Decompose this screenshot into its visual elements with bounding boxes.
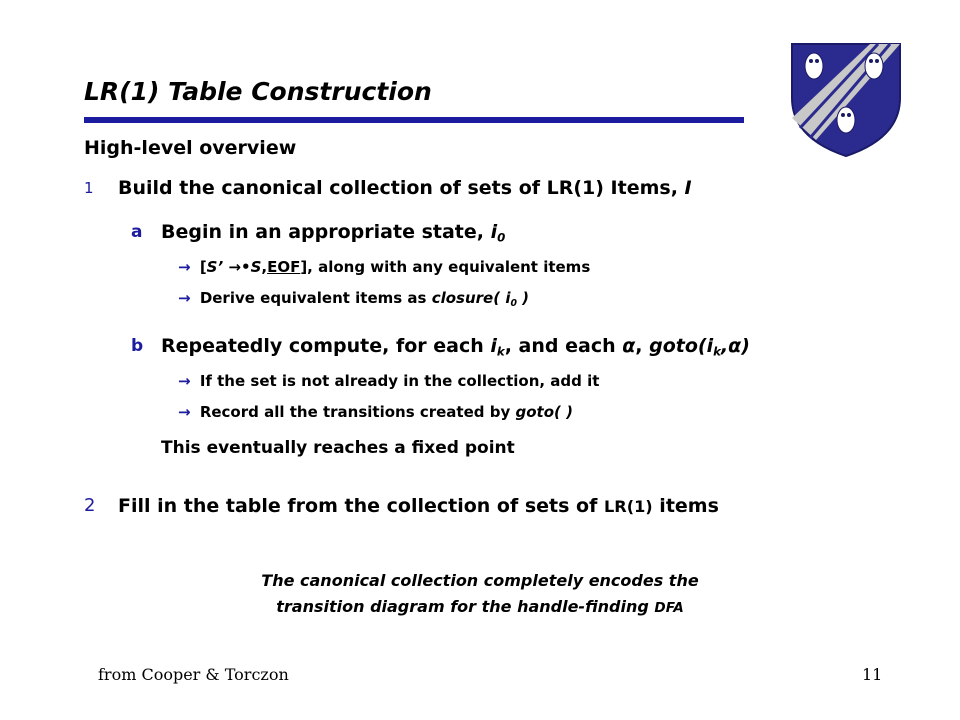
step-1-text: Build the canonical collection of sets of LR(1) Items, I [118,177,692,199]
arrow-icon: → [178,258,191,276]
fixed-point-text: This eventually reaches a fixed point [161,438,515,458]
note-line-2: transition diagram for the handle-finding DFA [276,597,684,616]
page-number: 11 [862,665,883,684]
bullet-a1: → [S’ →•S,EOF], along with any equivalent items [178,258,591,276]
bullet-a2: → Derive equivalent items as closure( $i_0$ ) [178,289,530,309]
note-line-1: The canonical collection completely encodes the [261,571,699,590]
bullet-b2: → Record all the transitions created by goto( ) [178,403,573,421]
bullet-b1: → If the set is not already in the collection, add it [178,372,600,390]
step-1a-text: Begin in an appropriate state, $i_0$ [161,221,506,245]
footer-attribution: from Cooper & Torczon [98,665,289,684]
rice-owl-crest-icon [786,40,906,158]
step-1-marker: 1 [84,179,94,197]
step-2-text: Fill in the table from the collection of sets of LR(1) items [118,495,719,517]
arrow-icon: → [178,403,191,421]
step-1a-marker: a [131,222,143,242]
slide-title: LR(1) Table Construction [84,77,432,106]
summary-note [160,568,800,621]
step-1b-marker: b [131,336,144,356]
step-1b-text: Repeatedly compute, for each $i_k$, and each α, $goto(i_k,\alpha)$ [161,335,750,359]
overview-heading: High-level overview [84,137,297,159]
title-underline [84,117,744,123]
step-2-marker: 2 [84,495,96,516]
arrow-icon: → [178,289,191,307]
arrow-icon: → [178,372,191,390]
